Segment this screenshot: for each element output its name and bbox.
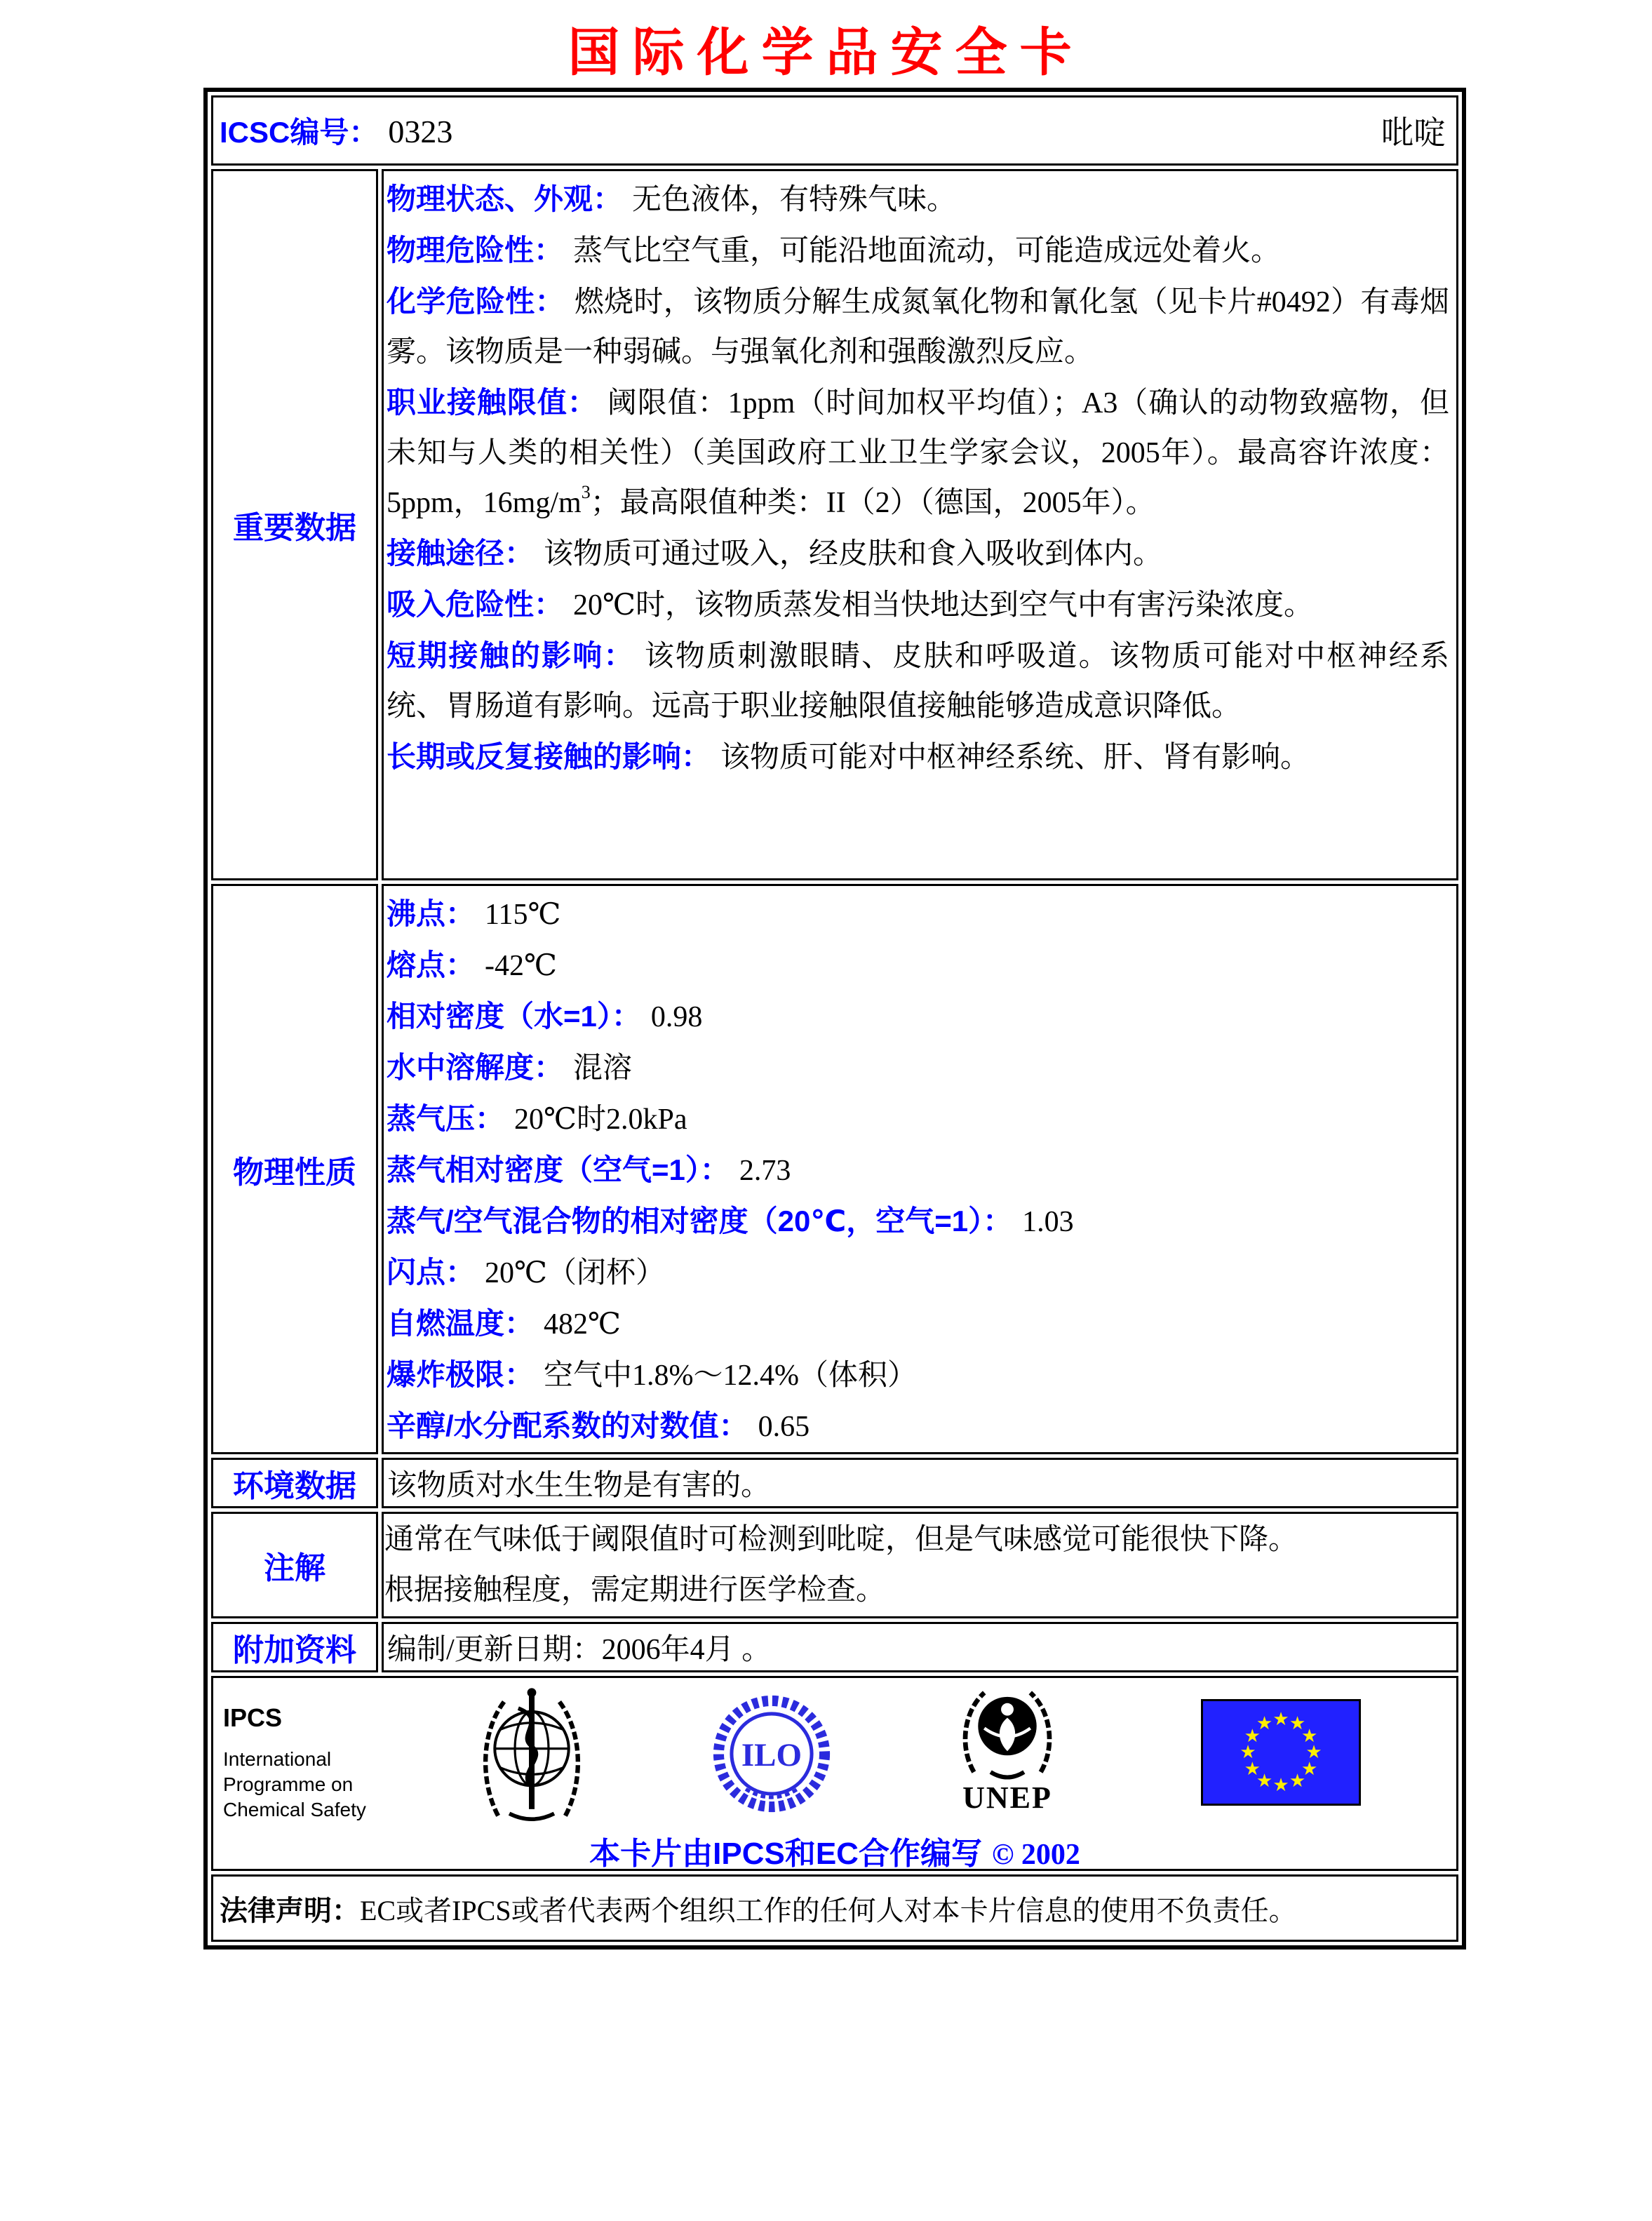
additional-info-row xyxy=(211,1622,1458,1672)
legal-notice-text: EC或者IPCS或者代表两个组织工作的任何人对本卡片信息的使用不负责任。 xyxy=(360,1894,1297,1926)
physical-property-item: 自燃温度： 482℃ xyxy=(387,1307,621,1341)
physical-property-item-label: 熔点： xyxy=(387,948,476,981)
caption-copyright: © 2002 xyxy=(991,1839,1080,1871)
important-data-item-label: 物理危险性： xyxy=(387,234,564,267)
physical-property-item: 蒸气压： 20℃时2.0kPa xyxy=(387,1102,687,1136)
important-data-item: 短期接触的影响： 该物质刺激眼睛、皮肤和呼吸道。该物质可能对中枢神经系统、胃肠道有影响。远高于职业接触限值接触能够造成意识降低。 xyxy=(387,639,1449,723)
icsc-card-table xyxy=(203,88,1466,1950)
icsc-number-value: 0323 xyxy=(388,114,453,149)
important-data-item-label: 吸入危险性： xyxy=(387,588,564,621)
who-emblem-icon xyxy=(476,1684,588,1826)
physical-properties-row xyxy=(211,884,1458,1454)
legal-row xyxy=(211,1874,1458,1942)
physical-property-item: 蒸气相对密度（空气=1）： 2.73 xyxy=(387,1153,791,1187)
additional-info-text: 编制/更新日期：2006年4月 。 xyxy=(387,1634,772,1666)
important-data-item: 物理状态、外观： 无色液体，有特殊气味。 xyxy=(387,182,957,216)
physical-property-item-label: 水中溶解度： xyxy=(387,1051,564,1084)
physical-property-item-label: 沸点： xyxy=(387,897,476,930)
physical-property-item: 爆炸极限： 空气中1.8%～12.4%（体积） xyxy=(387,1358,917,1392)
additional-info-label: 附加资料 xyxy=(211,1622,378,1672)
environmental-data-row xyxy=(211,1458,1458,1508)
ilo-emblem-icon xyxy=(713,1688,831,1823)
physical-property-item: 水中溶解度： 混溶 xyxy=(387,1051,633,1085)
physical-property-item: 熔点： -42℃ xyxy=(387,948,557,982)
chemical-name: 吡啶 xyxy=(1381,115,1446,151)
important-data-item: 职业接触限值： 阈限值：1ppm（时间加权平均值）；A3（确认的动物致癌物，但未知与人类的相关性）（美国政府工业卫生学家会议，2005年）。最高容许浓度：5ppm，$16mg/m^3$；最高限值种类：II（2）（德国，2005年）。 xyxy=(387,386,1449,519)
important-data-label: 重要数据 xyxy=(211,169,378,880)
important-data-item: 化学危险性： 燃烧时，该物质分解生成氮氧化物和氰化氢（见卡片#0492）有毒烟雾。该物质是一种弱碱。与强氧化剂和强酸激烈反应。 xyxy=(387,285,1449,368)
ipcs-subtitle-line: International xyxy=(223,1748,332,1770)
physical-property-item-label: 蒸气/空气混合物的相对密度（20℃，空气=1）： xyxy=(387,1205,1013,1237)
physical-property-item: 沸点： 115℃ xyxy=(387,897,561,931)
physical-property-item-label: 闪点： xyxy=(387,1256,476,1289)
notes-row xyxy=(211,1512,1458,1618)
physical-property-item: 相对密度（水=1）： 0.98 xyxy=(387,1000,703,1033)
notes-label: 注解 xyxy=(211,1512,378,1618)
physical-property-item-label: 辛醇/水分配系数的对数值： xyxy=(387,1409,748,1442)
environmental-data-label: 环境数据 xyxy=(211,1458,378,1508)
environmental-data-text: 该物质对水生生物是有害的。 xyxy=(387,1470,771,1502)
caption-text: 本卡片由IPCS和EC合作编写 xyxy=(589,1837,982,1871)
eu-flag-icon: ★ ★ ★ ★ ★ ★ ★ ★ ★ ★ ★ ★ xyxy=(1201,1699,1361,1806)
important-data-item: 长期或反复接触的影响： 该物质可能对中枢神经系统、肝、肾有影响。 xyxy=(387,740,1310,774)
important-data-item-label: 接触途径： xyxy=(387,537,535,570)
icsc-number-label: ICSC编号： xyxy=(220,116,379,149)
physical-property-item-label: 自燃温度： xyxy=(387,1307,535,1340)
physical-property-item-label: 爆炸极限： xyxy=(387,1358,535,1391)
unep-wordmark: UNEP xyxy=(962,1780,1052,1815)
important-data-item: 接触途径： 该物质可通过吸入，经皮肤和食入吸收到体内。 xyxy=(387,537,1163,570)
unep-emblem-icon xyxy=(951,1682,1063,1816)
important-data-item-label: 物理状态、外观： xyxy=(387,182,623,215)
important-data-item: 物理危险性： 蒸气比空气重，可能沿地面流动，可能造成远处着火。 xyxy=(387,234,1281,267)
important-data-item: 吸入危险性： 20℃时，该物质蒸发相当快地达到空气中有害污染浓度。 xyxy=(387,588,1314,622)
ipcs-subtitle-line: Programme on xyxy=(223,1773,354,1795)
physical-property-item: 闪点： 20℃（闭杯） xyxy=(387,1256,665,1289)
physical-property-item-label: 蒸气压： xyxy=(387,1102,505,1135)
icsc-header-row xyxy=(211,95,1458,166)
page-title: 国际化学品安全卡 xyxy=(568,23,1084,81)
physical-property-item-label: 相对密度（水=1）： xyxy=(387,1000,641,1033)
icsc-number-group xyxy=(220,109,452,152)
important-data-content xyxy=(382,169,1458,880)
physical-property-item: 蒸气/空气混合物的相对密度（20℃，空气=1）： 1.03 xyxy=(387,1205,1074,1238)
important-data-row xyxy=(211,169,1458,880)
important-data-item-label: 职业接触限值： xyxy=(387,386,598,419)
logos-row xyxy=(211,1676,1458,1871)
physical-properties-content xyxy=(382,884,1458,1454)
notes-content xyxy=(382,1512,1458,1618)
physical-property-item: 辛醇/水分配系数的对数值： 0.65 xyxy=(387,1409,810,1443)
ipcs-subtitle-line: Chemical Safety xyxy=(223,1799,366,1820)
important-data-item-label: 短期接触的影响： xyxy=(387,639,635,672)
ipcs-block xyxy=(223,1703,366,1823)
physical-properties-label: 物理性质 xyxy=(211,884,378,1454)
note-line: 根据接触程度，需定期进行医学检查。 xyxy=(384,1574,886,1606)
important-data-item-label: 化学危险性： xyxy=(387,285,565,318)
legal-notice-label: 法律声明： xyxy=(220,1895,360,1926)
ipcs-title: IPCS xyxy=(223,1703,283,1732)
card-caption xyxy=(213,1828,1456,1871)
important-data-item-label: 长期或反复接触的影响： xyxy=(387,740,711,773)
physical-property-item-label: 蒸气相对密度（空气=1）： xyxy=(387,1153,730,1186)
note-line: 通常在气味低于阈限值时可检测到吡啶，但是气味感觉可能很快下降。 xyxy=(384,1524,1298,1556)
ilo-letters: ILO xyxy=(741,1736,803,1773)
